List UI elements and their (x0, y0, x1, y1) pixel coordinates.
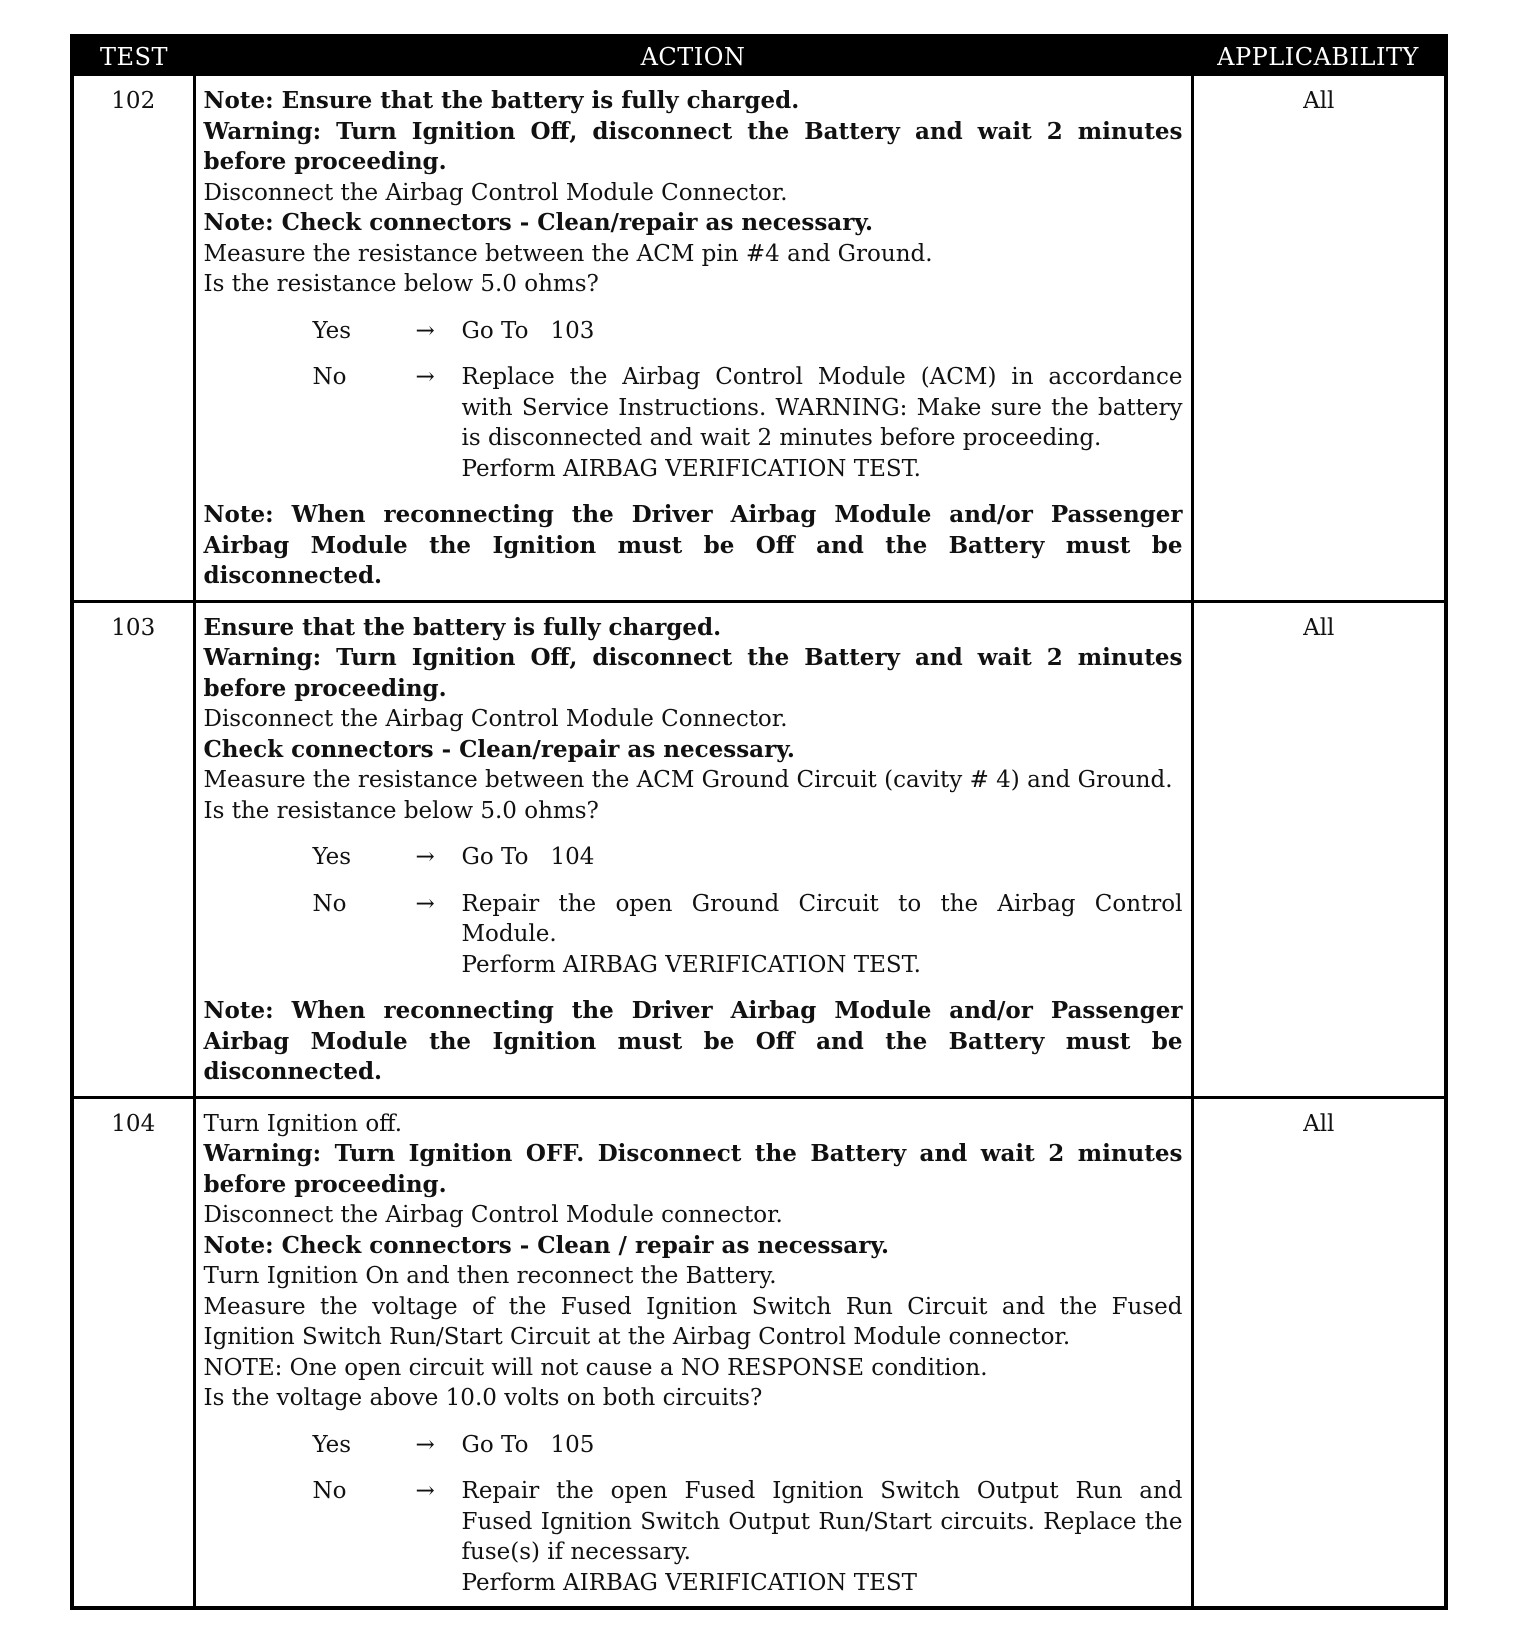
no-branch (204, 362, 1183, 484)
applicability: All (1192, 76, 1444, 601)
goto-label: Go To (461, 844, 529, 870)
no-action-step: Perform AIRBAG VERIFICATION TEST. (461, 455, 921, 482)
action-step: Disconnect the Airbag Control Module Connector. (203, 706, 788, 732)
arrow-icon: → (415, 364, 435, 390)
goto-target: 105 (550, 1431, 595, 1458)
no-label: No (312, 364, 347, 390)
no-action-step: Repair the open Ground Circuit to the Airbag Control Module. (461, 890, 1183, 947)
table-body (74, 76, 1444, 1606)
arrow-icon: → (415, 890, 435, 917)
applicability: All (1192, 601, 1444, 1097)
action-step: Is the resistance below 5.0 ohms? (203, 797, 599, 824)
no-label: No (312, 1478, 347, 1504)
yes-label: Yes (312, 844, 352, 870)
no-action (462, 362, 1183, 484)
reconnect-note: Note: When reconnecting the Driver Airbag Module and/or Passenger Airbag Module the Ignition must be Off and the Battery must be disconnected. (203, 997, 1183, 1085)
diagnostic-table-container (70, 34, 1448, 1610)
goto-target: 103 (550, 317, 595, 344)
goto-target: 104 (550, 844, 595, 870)
arrow-icon: → (415, 1431, 435, 1458)
no-branch (204, 889, 1183, 981)
header-applicability: APPLICABILITY (1192, 38, 1444, 76)
action-step: Check connectors - Clean/repair as necessary. (203, 735, 795, 763)
action-step: Disconnect the Airbag Control Module connector. (203, 1202, 783, 1228)
action-step: Warning: Turn Ignition OFF. Disconnect the Battery and wait 2 minutes before proceeding. (203, 1140, 1183, 1198)
yes-goto (462, 316, 1183, 347)
action-steps (204, 1109, 1183, 1414)
action-step: Measure the voltage of the Fused Ignition Switch Run Circuit and the Fused Ignition Switch Run/Start Circuit at the Airbag Control Module connector. (203, 1293, 1183, 1350)
no-action-step: Perform AIRBAG VERIFICATION TEST. (461, 951, 921, 978)
goto-label: Go To (461, 317, 529, 344)
action-step: Turn Ignition On and then reconnect the Battery. (203, 1263, 777, 1289)
action-steps (204, 86, 1183, 300)
yes-goto (462, 842, 1183, 873)
no-action (462, 889, 1183, 981)
arrow-icon: → (415, 844, 435, 870)
action-cell (194, 76, 1192, 601)
table-header-row (74, 38, 1444, 76)
applicability: All (1192, 1097, 1444, 1606)
goto-label: Go To (461, 1431, 529, 1458)
diagnostic-table (74, 38, 1444, 1606)
action-step: NOTE: One open circuit will not cause a NO RESPONSE condition. (203, 1354, 988, 1381)
yes-branch (204, 1430, 1183, 1461)
yes-branch (204, 316, 1183, 347)
table-row (74, 76, 1444, 601)
no-action-step: Repair the open Fused Ignition Switch Output Run and Fused Ignition Switch Output Run/Start circuits. Replace the fuse(s) if necessary. (461, 1478, 1183, 1565)
test-number: 102 (74, 76, 194, 601)
action-step: Is the resistance below 5.0 ohms? (203, 271, 599, 297)
test-number: 103 (74, 601, 194, 1097)
no-action-step: Replace the Airbag Control Module (ACM) in accordance with Service Instructions. WARNING: Make sure the battery is disconnected and wait 2 minutes before proceeding. (461, 364, 1183, 451)
action-step: Warning: Turn Ignition Off, disconnect the Battery and wait 2 minutes before proceeding. (203, 117, 1183, 175)
test-number: 104 (74, 1097, 194, 1606)
no-branch (204, 1476, 1183, 1598)
action-step: Note: Ensure that the battery is fully charged. (203, 87, 800, 114)
no-action-step: Perform AIRBAG VERIFICATION TEST (461, 1569, 917, 1596)
reconnect-note: Note: When reconnecting the Driver Airbag Module and/or Passenger Airbag Module the Ignition must be Off and the Battery must be disconnected. (203, 501, 1183, 589)
header-action: ACTION (194, 38, 1192, 76)
action-cell (194, 1097, 1192, 1606)
action-step: Warning: Turn Ignition Off, disconnect the Battery and wait 2 minutes before proceeding. (203, 644, 1183, 702)
action-step: Turn Ignition off. (203, 1110, 402, 1137)
action-step: Measure the resistance between the ACM Ground Circuit (cavity # 4) and Ground. (203, 767, 1173, 793)
header-test: TEST (74, 38, 194, 76)
yes-goto (462, 1430, 1183, 1461)
action-step: Note: Check connectors - Clean / repair as necessary. (203, 1231, 890, 1259)
action-step: Measure the resistance between the ACM pin #4 and Ground. (203, 240, 933, 267)
action-step: Disconnect the Airbag Control Module Connector. (203, 179, 788, 206)
yes-label: Yes (312, 1431, 352, 1458)
table-row (74, 1097, 1444, 1606)
table-row (74, 601, 1444, 1097)
action-step: Note: Check connectors - Clean/repair as necessary. (203, 209, 874, 236)
yes-label: Yes (312, 317, 352, 344)
arrow-icon: → (415, 317, 435, 344)
no-label: No (312, 890, 347, 917)
action-step: Ensure that the battery is fully charged. (203, 613, 722, 641)
action-cell (194, 601, 1192, 1097)
yes-branch (204, 842, 1183, 873)
action-steps (204, 613, 1183, 827)
no-action (462, 1476, 1183, 1598)
arrow-icon: → (415, 1478, 435, 1504)
action-step: Is the voltage above 10.0 volts on both circuits? (203, 1385, 763, 1411)
